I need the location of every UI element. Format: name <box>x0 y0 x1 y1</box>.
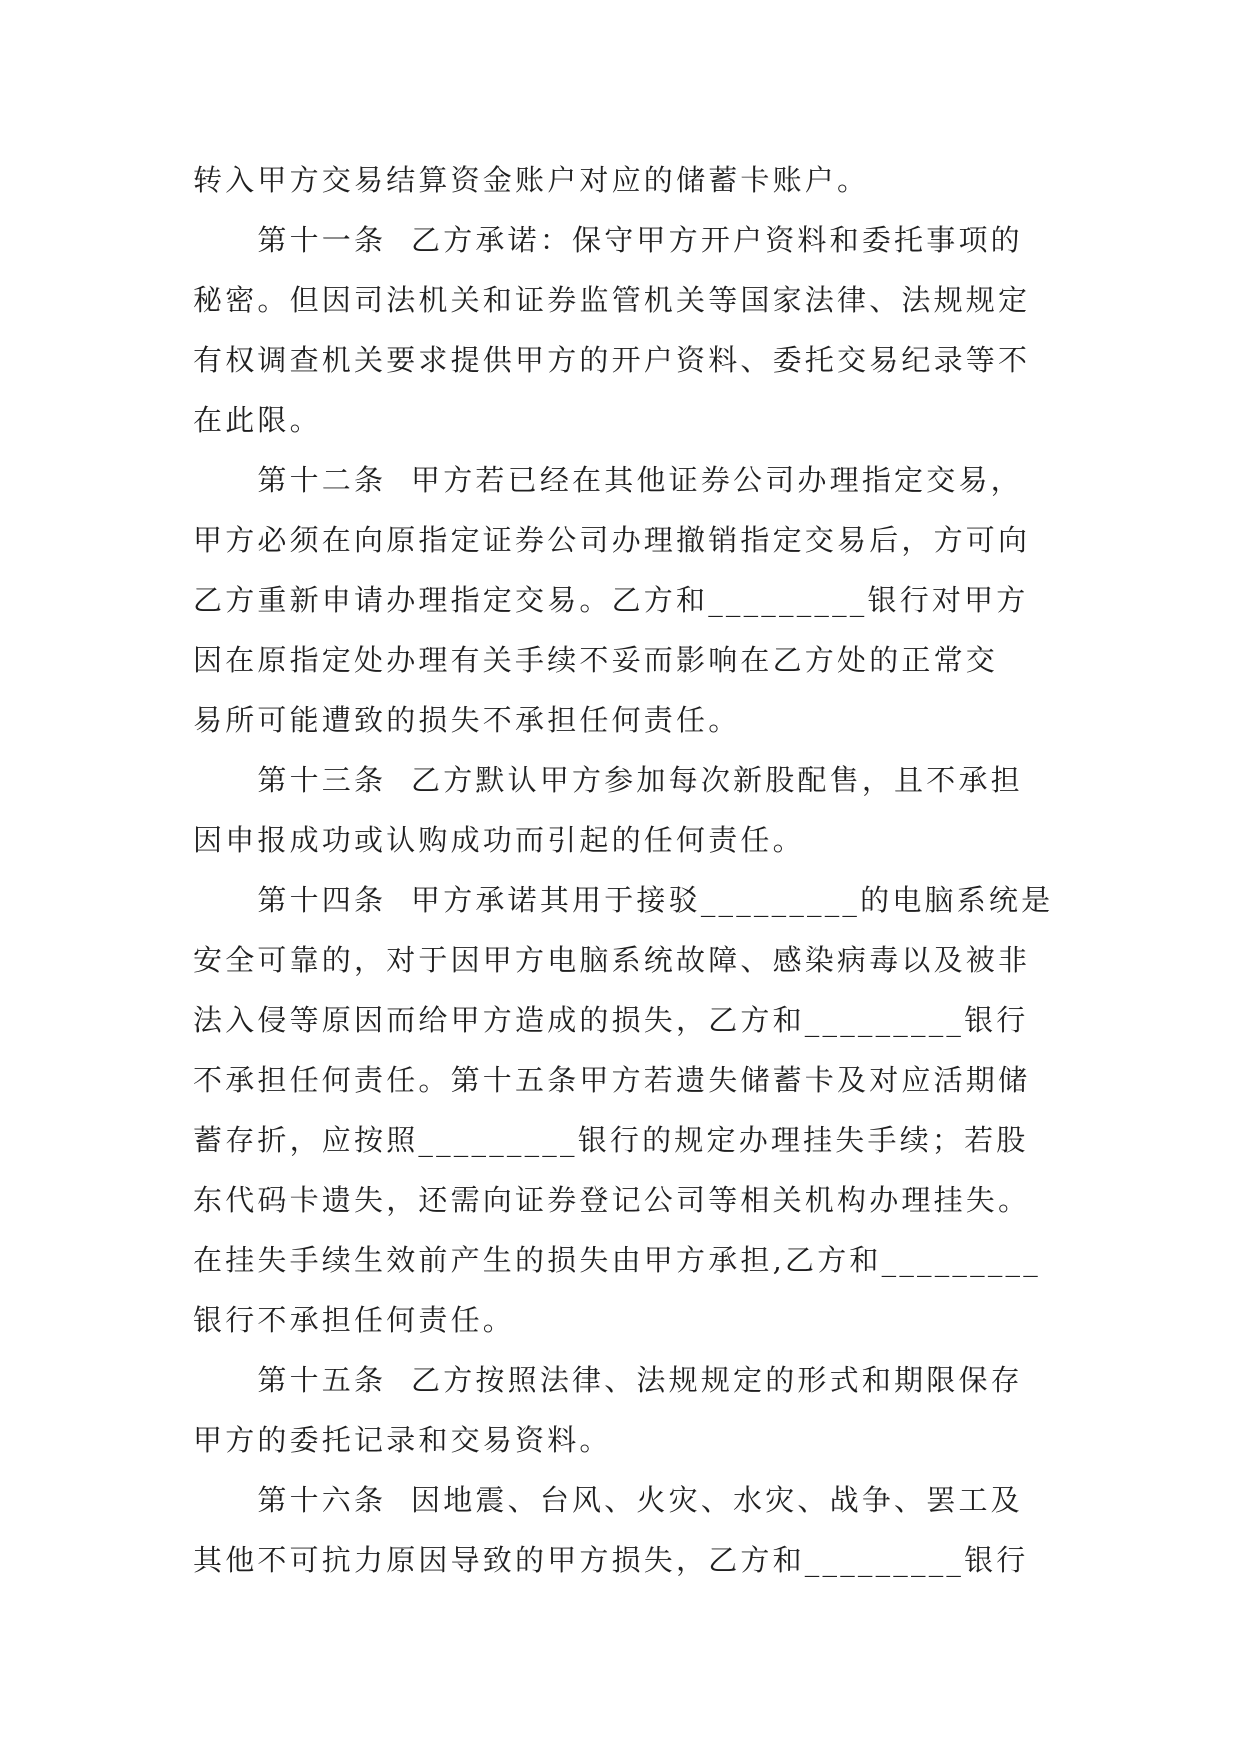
text-line: 转入甲方交易结算资金账户对应的储蓄卡账户。 <box>193 163 870 197</box>
text-line: 乙方重新申请办理指定交易。乙方和_________银行对甲方 <box>193 583 1029 617</box>
text-line: 安全可靠的，对于因甲方电脑系统故障、感染病毒以及被非 <box>193 943 1031 977</box>
text-line: 因申报成功或认购成功而引起的任何责任。 <box>193 823 805 857</box>
document-body <box>193 150 1073 1590</box>
text-line: 蓄存折，应按照_________银行的规定办理挂失手续；若股 <box>193 1123 1029 1157</box>
text-line: 银行不承担任何责任。 <box>193 1303 516 1337</box>
text-line: 甲方的委托记录和交易资料。 <box>193 1423 612 1457</box>
text-line: 秘密。但因司法机关和证券监管机关等国家法律、法规规定 <box>193 283 1031 317</box>
article-15-heading-line: 第十五条 乙方按照法律、法规规定的形式和期限保存 <box>193 1363 1023 1397</box>
text-line: 在此限。 <box>193 403 322 437</box>
text-line: 不承担任何责任。第十五条甲方若遗失储蓄卡及对应活期储 <box>193 1063 1031 1097</box>
text-line: 在挂失手续生效前产生的损失由甲方承担,乙方和_________ <box>193 1243 1041 1277</box>
article-13-heading-line: 第十三条 乙方默认甲方参加每次新股配售，且不承担 <box>193 763 1023 797</box>
text-line: 甲方必须在向原指定证券公司办理撤销指定交易后，方可向 <box>193 523 1031 557</box>
article-12-heading-line: 第十二条 甲方若已经在其他证券公司办理指定交易， <box>193 463 1023 497</box>
article-14-heading-line: 第十四条 甲方承诺其用于接驳_________的电脑系统是 <box>193 883 1054 917</box>
text-line: 因在原指定处办理有关手续不妥而影响在乙方处的正常交 <box>193 643 999 677</box>
article-11-heading-line: 第十一条 乙方承诺：保守甲方开户资料和委托事项的 <box>193 223 1023 257</box>
text-line: 其他不可抗力原因导致的甲方损失，乙方和_________银行 <box>193 1543 1029 1577</box>
text-line: 易所可能遭致的损失不承担任何责任。 <box>193 703 741 737</box>
text-line: 东代码卡遗失，还需向证券登记公司等相关机构办理挂失。 <box>193 1183 1031 1217</box>
text-line: 有权调查机关要求提供甲方的开户资料、委托交易纪录等不 <box>193 343 1031 377</box>
text-line: 法入侵等原因而给甲方造成的损失，乙方和_________银行 <box>193 1003 1029 1037</box>
article-16-heading-line: 第十六条 因地震、台风、火灾、水灾、战争、罢工及 <box>193 1483 1023 1517</box>
